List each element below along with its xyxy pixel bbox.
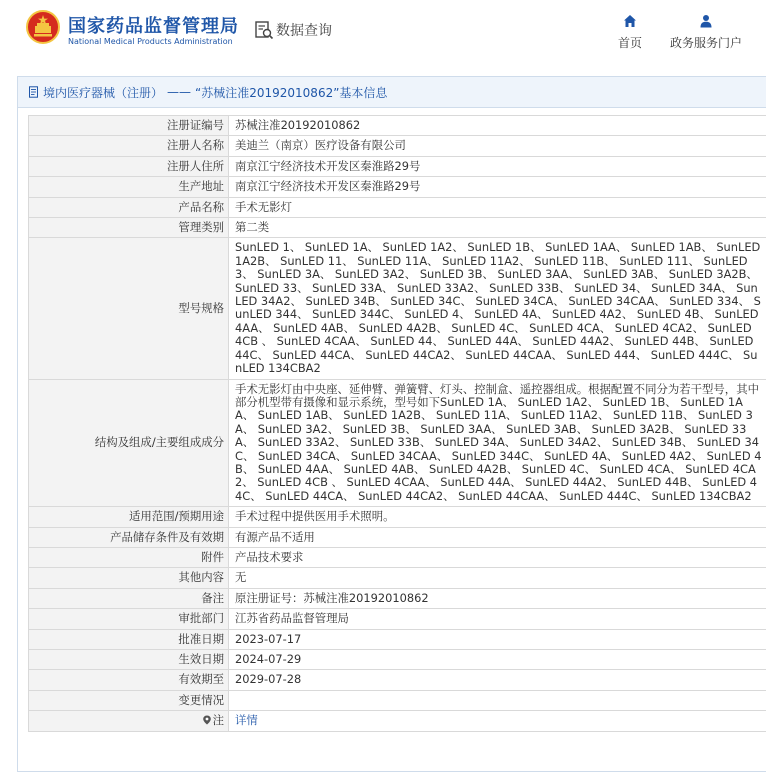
nav-home[interactable] — [618, 14, 642, 51]
row-value — [229, 690, 766, 710]
table-row — [29, 527, 766, 547]
table-row — [29, 197, 766, 217]
row-value: 手术过程中提供医用手术照明。 — [229, 507, 766, 527]
row-key: 型号规格 — [29, 238, 229, 379]
table-row — [29, 690, 766, 710]
note-value — [229, 711, 766, 731]
home-icon — [623, 14, 637, 28]
user-icon — [699, 14, 713, 28]
details-link[interactable]: 详情 — [235, 713, 258, 728]
table-row — [29, 507, 766, 527]
row-value: 有源产品不适用 — [229, 527, 766, 547]
table-row — [29, 650, 766, 670]
row-value: SunLED 1、 SunLED 1A、 SunLED 1A2、 SunLED 1B、 SunLED 1AA、 SunLED 1AB、 SunLED 1A2B、 SunLED 11、 SunLED 11A、 SunLED 11A2、 SunLED 11B、 SunLED 111、 SunLED 3、 SunLED 3A、 SunLED 3A2、 SunLED 3B、 SunLED 3AA、 SunLED 3AB、 SunLED 3A2B、 SunLED 33、 SunLED 33A、 SunLED 33A2、 SunLED 33B、 SunLED 34、 SunLED 34A、 SunLED 34A2、 SunLED 34B、 SunLED 34C、 SunLED 34CA、 SunLED 34CAA、 SunLED 334、 SunLED 344、 SunLED 344C、 SunLED 4、 SunLED 4A、 SunLED 4A2、 SunLED 4B、 SunLED 4AA、 SunLED 4AB、 SunLED 4A2B、 SunLED 4C、 SunLED 4CA、 SunLED 4CA2、 SunLED 4CB 、 SunLED 4CAA、 SunLED 44、 SunLED 44A、 SunLED 44A2、 SunLED 44B、 SunLED 44C、 SunLED 44CA、 SunLED 44CA2、 SunLED 44CAA、 SunLED 444、 SunLED 444C、 SunLED 134CBA2 — [229, 238, 766, 379]
row-key: 注册人住所 — [29, 156, 229, 176]
row-value: 原注册证号：苏械注准20192010862 — [229, 588, 766, 608]
data-query-link[interactable] — [254, 20, 332, 40]
row-value: 第二类 — [229, 218, 766, 238]
row-key: 其他内容 — [29, 568, 229, 588]
row-value: 2029-07-28 — [229, 670, 766, 690]
row-value: 江苏省药品监督管理局 — [229, 609, 766, 629]
detail-table — [28, 115, 766, 732]
row-key: 生效日期 — [29, 650, 229, 670]
table-row — [29, 547, 766, 567]
table-row — [29, 238, 766, 379]
row-key: 备注 — [29, 588, 229, 608]
table-row — [29, 568, 766, 588]
table-row — [29, 609, 766, 629]
row-value: 苏械注准20192010862 — [229, 116, 766, 136]
row-value: 手术无影灯由中央座、延伸臂、弹簧臂、灯头、控制盒、遥控器组成。根据配置不同分为若干型号，其中部分机型带有摄像和显示系统，型号如下SunLED 1A、 SunLED 1A2、 SunLED 1B、 SunLED 1AA、 SunLED 1AB、 SunLED 1A2B、 SunLED 11A、 SunLED 11A2、 SunLED 11B、 SunLED 3A、 SunLED 3A2、 SunLED 3B、 SunLED 3AA、 SunLED 3AB、 SunLED 3A2B、 SunLED 33A、 SunLED 33A2、 SunLED 33B、 SunLED 34A、 SunLED 34A2、 SunLED 34B、 SunLED 34C、 SunLED 34CA、 SunLED 34CAA、 SunLED 344C、 SunLED 4A、 SunLED 4A2、 SunLED 4B、 SunLED 4AA、 SunLED 4AB、 SunLED 4A2B、 SunLED 4C、 SunLED 4CA、 SunLED 4CA2、 SunLED 4CB 、 SunLED 4CAA、 SunLED 44A、 SunLED 44A2、 SunLED 44B、 SunLED 44C、 SunLED 44CA、 SunLED 44CA2、 SunLED 44CAA、 SunLED 444C、 SunLED 134CBA2 — [229, 379, 766, 507]
row-value: 产品技术要求 — [229, 547, 766, 567]
note-key — [29, 711, 229, 731]
search-document-icon — [254, 20, 274, 40]
location-pin-icon — [202, 715, 212, 725]
row-value: 手术无影灯 — [229, 197, 766, 217]
row-key: 产品名称 — [29, 197, 229, 217]
row-value: 无 — [229, 568, 766, 588]
row-key: 注册人名称 — [29, 136, 229, 156]
table-row — [29, 588, 766, 608]
row-value: 2024-07-29 — [229, 650, 766, 670]
breadcrumb-separator: —— — [167, 85, 192, 99]
table-row — [29, 218, 766, 238]
document-icon — [28, 86, 40, 98]
row-value: 2023-07-17 — [229, 629, 766, 649]
row-key: 管理类别 — [29, 218, 229, 238]
row-key: 附件 — [29, 547, 229, 567]
row-value: 南京江宁经济技术开发区秦淮路29号 — [229, 177, 766, 197]
table-row — [29, 379, 766, 507]
breadcrumb-category[interactable]: 境内医疗器械（注册） — [43, 85, 164, 100]
table-row — [29, 156, 766, 176]
row-key: 注册证编号 — [29, 116, 229, 136]
row-key: 生产地址 — [29, 177, 229, 197]
row-key: 产品储存条件及有效期 — [29, 527, 229, 547]
table-row — [29, 629, 766, 649]
detail-panel — [17, 76, 766, 772]
row-value: 南京江宁经济技术开发区秦淮路29号 — [229, 156, 766, 176]
note-row — [29, 711, 766, 731]
breadcrumb — [18, 77, 766, 108]
table-row — [29, 136, 766, 156]
row-key: 审批部门 — [29, 609, 229, 629]
row-key: 适用范围/预期用途 — [29, 507, 229, 527]
national-emblem-icon — [26, 10, 60, 44]
table-row — [29, 116, 766, 136]
org-name-en: National Medical Products Administration — [68, 37, 233, 46]
org-name-cn: 国家药品监督管理局 — [68, 16, 239, 37]
table-row — [29, 177, 766, 197]
note-key-label: 注 — [212, 713, 224, 728]
site-header — [0, 0, 766, 70]
row-key: 批准日期 — [29, 629, 229, 649]
nav-gov-portal-label: 政务服务门户 — [670, 36, 743, 50]
nav-gov-portal[interactable] — [670, 14, 742, 51]
row-value: 美迪兰（南京）医疗设备有限公司 — [229, 136, 766, 156]
data-query-label: 数据查询 — [276, 23, 332, 39]
nav-home-label: 首页 — [618, 36, 643, 50]
row-key: 有效期至 — [29, 670, 229, 690]
table-row — [29, 670, 766, 690]
row-key: 变更情况 — [29, 690, 229, 710]
breadcrumb-title: “苏械注准20192010862”基本信息 — [195, 85, 388, 100]
row-key: 结构及组成/主要组成成分 — [29, 379, 229, 507]
